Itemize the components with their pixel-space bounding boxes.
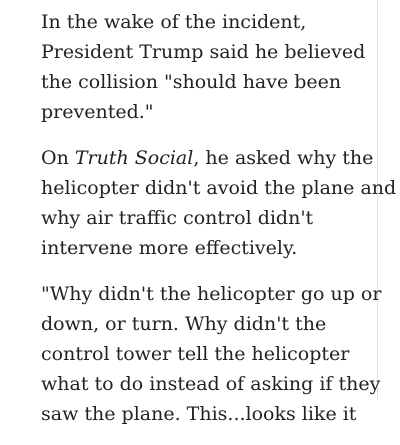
paragraph-trump-statement: In the wake of the incident, President Trump said he believed the collision "should have been prevented." — [41, 11, 366, 123]
paragraph-prefix: On — [41, 147, 75, 169]
paragraph-truth-social — [41, 143, 400, 263]
truth-social-reference: Truth Social — [74, 147, 194, 169]
paragraph-quote: "Why didn't the helicopter go up or down, or turn. Why didn't the control tower tell the helicopter what to do instead of asking if they saw the plane. This...looks like it — [41, 283, 382, 425]
paragraph-suffix: , he asked why the helicopter didn't avoid the plane and why air traffic control didn't intervene more effectively. — [41, 147, 397, 259]
article-body — [41, 7, 400, 445]
